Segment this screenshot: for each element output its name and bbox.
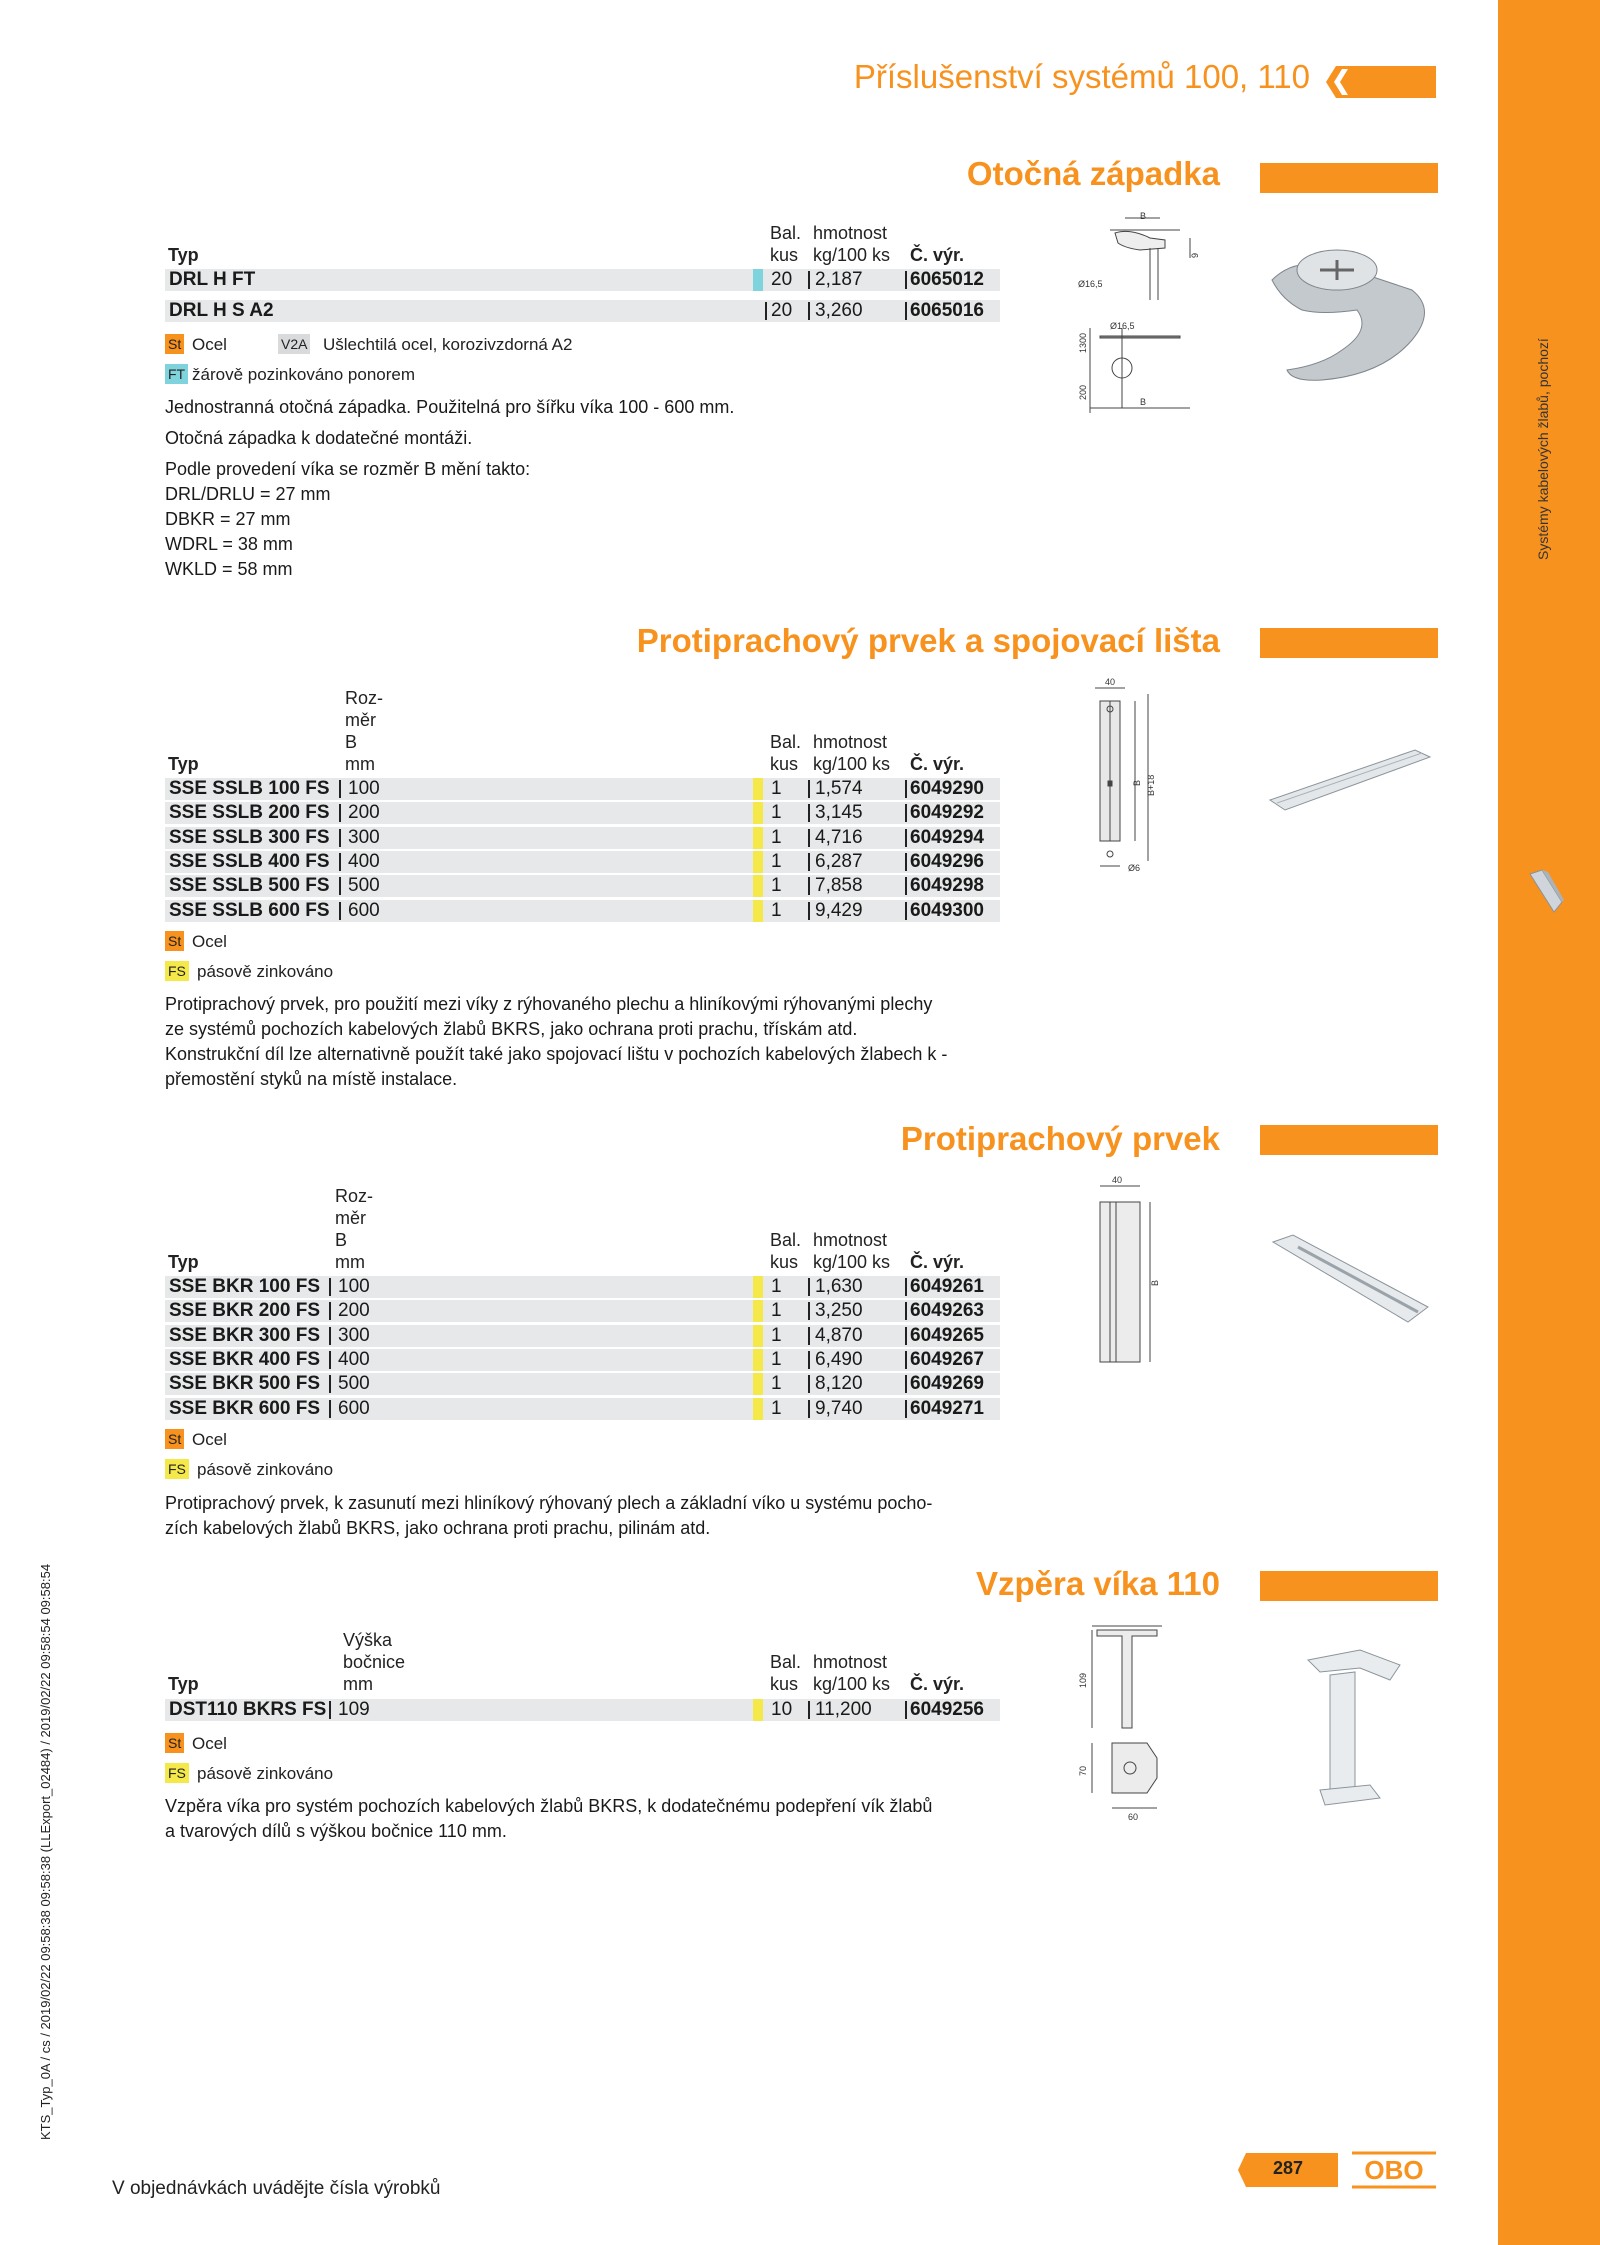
row-bal: 10 xyxy=(771,1699,793,1720)
dim-70: 70 xyxy=(1078,1765,1088,1776)
row-code: 6049298 xyxy=(910,875,984,897)
svg-text:OBO: OBO xyxy=(1364,2155,1424,2185)
row-bal: 20 xyxy=(771,269,793,290)
row-kg: 3,260 xyxy=(815,300,863,321)
row-dim: 109 xyxy=(338,1699,370,1720)
row-bal: 1 xyxy=(771,1276,782,1297)
technical-drawing-cover-support xyxy=(1072,1618,1182,1828)
row-dim: 600 xyxy=(348,899,380,921)
col-kg: hmotnost kg/100 ks xyxy=(813,1652,891,1694)
col-bal: Bal. kus xyxy=(770,223,802,265)
row-code: 6049300 xyxy=(910,899,984,921)
description: Protiprachový prvek, pro použití mezi víky z rýhovaného plechu a hliníkovými rýhovanými plechy ze systémů pochozích kabelových žlabů BKRS, jako ochrana proti prachu, třískám atd. Konstrukční díl lze alternativně použít také jako spojovací lištu v pochozích kabelových žlabech k - přemostění styků na místě instalace. xyxy=(165,994,948,1089)
section-bar xyxy=(1260,163,1438,193)
dim-d1: Ø16,5 xyxy=(1078,279,1103,289)
side-category-text: Systémy kabelových žlabů, pochozí xyxy=(1535,338,1551,560)
section-title: Vzpěra víka 110 xyxy=(975,1565,1220,1602)
col-typ: Typ xyxy=(168,754,199,774)
col-typ: Typ xyxy=(168,245,199,265)
finish-badge-fs: FS xyxy=(165,961,189,981)
dim-b18: B+18 xyxy=(1146,774,1156,796)
section-bar xyxy=(1260,1571,1438,1601)
material-badge-st: St xyxy=(165,1733,184,1753)
col-bal: Bal. kus xyxy=(770,1230,802,1272)
fs-marker xyxy=(753,851,763,873)
section-title: Protiprachový prvek xyxy=(900,1120,1220,1157)
col-typ: Typ xyxy=(168,1674,199,1694)
row-code: 6049261 xyxy=(910,1276,984,1297)
material-label: Ocel xyxy=(192,932,227,951)
table-row xyxy=(165,1349,1000,1371)
material-label: Ušlechtilá ocel, korozivzdorná A2 xyxy=(323,335,573,354)
fs-marker xyxy=(753,1349,763,1371)
row-type: SSE BKR 500 FS xyxy=(169,1373,320,1395)
row-bal: 1 xyxy=(771,850,782,872)
table-row xyxy=(165,1276,1000,1298)
section-title: Protiprachový prvek a spojovací lišta xyxy=(636,622,1220,659)
page-header-title: Příslušenství systémů 100, 110 xyxy=(853,58,1310,95)
col-bal: Bal. kus xyxy=(770,732,802,774)
row-kg: 6,287 xyxy=(815,850,863,872)
col-dim: Roz- měr B mm xyxy=(345,688,384,774)
row-type: SSE SSLB 400 FS xyxy=(169,850,330,872)
row-code: 6049263 xyxy=(910,1300,984,1322)
material-badge-st: St xyxy=(165,1429,184,1449)
row-bal: 1 xyxy=(771,1348,782,1370)
row-code: 6049290 xyxy=(910,778,984,799)
fs-marker xyxy=(753,1699,763,1721)
table-row xyxy=(165,1398,1000,1420)
finish-badge-fs: FS xyxy=(165,1459,189,1479)
row-dim: 300 xyxy=(348,826,380,848)
row-kg: 3,250 xyxy=(815,1300,863,1322)
row-bal: 1 xyxy=(771,1324,782,1346)
row-code: 6049296 xyxy=(910,850,984,872)
row-bal: 1 xyxy=(771,1397,782,1419)
col-dim: Výška bočnice mm xyxy=(343,1630,406,1694)
col-dim: Roz- měr B mm xyxy=(335,1186,374,1272)
dim-b2: B xyxy=(1140,397,1147,407)
row-type: DRL H S A2 xyxy=(169,300,274,321)
row-bal: 1 xyxy=(771,826,782,848)
col-bal: Bal. kus xyxy=(770,1652,802,1694)
product-image-latch xyxy=(1262,240,1434,390)
table-row xyxy=(165,900,1000,922)
material-badge-v2a: V2A xyxy=(278,334,310,354)
dim-b: B xyxy=(1150,1279,1160,1286)
section-title: Otočná západka xyxy=(966,155,1220,192)
row-dim: 500 xyxy=(348,875,380,897)
table-row xyxy=(165,1373,1000,1395)
description: Vzpěra víka pro systém pochozích kabelových žlabů BKRS, k dodatečnému podepření vík žlabů a tvarových dílů s výškou bočnice 110 mm. xyxy=(165,1796,933,1841)
material-badge-st: St xyxy=(165,931,184,951)
dim-40: 40 xyxy=(1105,677,1116,687)
fs-marker xyxy=(753,1300,763,1322)
row-code: 6049271 xyxy=(910,1397,984,1419)
row-type: SSE SSLB 600 FS xyxy=(169,899,330,921)
table-row xyxy=(165,1300,1000,1322)
row-bal: 1 xyxy=(771,875,782,897)
description: Jednostranná otočná západka. Použitelná pro šířku víka 100 - 600 mm. Otočná západka k dodatečné montáži. Podle provedení víka se rozměr B mění takto: DRL/DRLU = 27 mm DBKR = 27 mm WDRL = 38 mm WKLD = 58 mm xyxy=(165,397,735,579)
row-code: 6049256 xyxy=(910,1699,984,1720)
row-type: SSE BKR 300 FS xyxy=(169,1324,320,1346)
row-dim: 500 xyxy=(338,1373,370,1395)
row-type: SSE SSLB 300 FS xyxy=(169,826,330,848)
finish-label: žárově pozinkováno ponorem xyxy=(192,365,416,384)
row-dim: 200 xyxy=(348,802,380,824)
row-type: SSE BKR 100 FS xyxy=(169,1276,320,1297)
description: Protiprachový prvek, k zasunutí mezi hliníkový rýhovaný plech a základní víko u systému pocho- zích kabelových žlabů BKRS, jako ochrana proti prachu, pilinám atd. xyxy=(165,1493,933,1538)
col-typ: Typ xyxy=(168,1252,199,1272)
product-image-dust-strip xyxy=(1265,745,1435,820)
section-bar xyxy=(1260,1125,1438,1155)
row-code: 6049267 xyxy=(910,1348,984,1370)
table-row xyxy=(165,1699,1000,1721)
col-kg: hmotnost kg/100 ks xyxy=(813,732,891,774)
row-dim: 200 xyxy=(338,1300,370,1322)
row-type: SSE SSLB 200 FS xyxy=(169,802,330,824)
row-kg: 2,187 xyxy=(815,269,863,290)
dim-b: B xyxy=(1132,779,1142,786)
table-row xyxy=(165,300,1000,322)
fs-marker xyxy=(753,778,763,800)
row-code: 6049294 xyxy=(910,826,984,848)
row-dim: 600 xyxy=(338,1397,370,1419)
technical-drawing-dust-element xyxy=(1090,1174,1170,1384)
fs-marker xyxy=(753,875,763,897)
dim-9: 9 xyxy=(1190,252,1200,258)
footer-note: V objednávkách uvádějte čísla výrobků xyxy=(112,2178,441,2199)
row-code: 6065016 xyxy=(910,300,984,321)
dim-d2: Ø16,5 xyxy=(1110,321,1135,331)
material-label: Ocel xyxy=(192,1734,227,1753)
product-image-dust-element xyxy=(1268,1232,1433,1332)
material-badge-st: St xyxy=(165,334,184,354)
table-row xyxy=(165,827,1000,849)
row-kg: 4,716 xyxy=(815,826,863,848)
section-bar xyxy=(1260,628,1438,658)
row-kg: 11,200 xyxy=(815,1699,872,1720)
dim-d6: Ø6 xyxy=(1128,863,1141,873)
cable-tray-icon xyxy=(1528,868,1564,916)
table-row xyxy=(165,1325,1000,1347)
row-kg: 4,870 xyxy=(815,1324,863,1346)
row-kg: 3,145 xyxy=(815,802,863,824)
fs-marker xyxy=(753,1398,763,1420)
col-kg: hmotnost kg/100 ks xyxy=(813,223,891,265)
fs-marker xyxy=(753,827,763,849)
row-kg: 8,120 xyxy=(815,1373,863,1395)
row-type: SSE BKR 200 FS xyxy=(169,1300,320,1322)
table-row xyxy=(165,778,1000,800)
obo-logo xyxy=(1350,2150,1438,2190)
row-bal: 1 xyxy=(771,778,782,799)
material-label: Ocel xyxy=(192,335,227,354)
row-dim: 100 xyxy=(348,778,380,799)
col-cv: Č. výr. xyxy=(910,1674,965,1694)
col-kg: hmotnost kg/100 ks xyxy=(813,1230,891,1272)
row-kg: 6,490 xyxy=(815,1348,863,1370)
a2-marker xyxy=(753,300,763,322)
table-row xyxy=(165,851,1000,873)
technical-drawing-latch xyxy=(1070,208,1220,418)
row-type: SSE BKR 400 FS xyxy=(169,1348,320,1370)
row-kg: 1,574 xyxy=(815,778,863,799)
col-cv: Č. výr. xyxy=(910,245,965,265)
row-dim: 400 xyxy=(338,1348,370,1370)
dim-b: B xyxy=(1140,211,1147,221)
row-kg: 7,858 xyxy=(815,875,863,897)
row-code: 6049292 xyxy=(910,802,984,824)
header-flag xyxy=(1326,66,1436,98)
finish-badge-ft: FT xyxy=(165,364,188,384)
row-kg: 9,429 xyxy=(815,899,863,921)
row-type: DST110 BKRS FS xyxy=(169,1699,327,1720)
row-type: SSE SSLB 500 FS xyxy=(169,875,330,897)
print-meta: KTS_Typ_0A / cs / 2019/02/22 09:58:38 09:58:38 (LLExport_02484) / 2019/02/22 09:58:54 09:58:54 xyxy=(38,1563,53,2140)
table-row xyxy=(165,802,1000,824)
row-code: 6049269 xyxy=(910,1373,984,1395)
page-number: 287 xyxy=(1272,2158,1304,2178)
row-bal: 1 xyxy=(771,802,782,824)
dim-1300: 1300 xyxy=(1078,332,1088,353)
row-bal: 20 xyxy=(771,300,793,321)
dim-40: 40 xyxy=(1112,1175,1123,1185)
fs-marker xyxy=(753,1325,763,1347)
row-dim: 400 xyxy=(348,850,380,872)
product-image-cover-support xyxy=(1300,1640,1410,1810)
fs-marker xyxy=(753,802,763,824)
row-bal: 1 xyxy=(771,1300,782,1322)
dim-200: 200 xyxy=(1078,384,1088,400)
row-bal: 1 xyxy=(771,1373,782,1395)
fs-marker xyxy=(753,1276,763,1298)
finish-label: pásově zinkováno xyxy=(197,1764,334,1783)
table-row xyxy=(165,269,1000,291)
row-type: DRL H FT xyxy=(169,269,256,290)
fs-marker xyxy=(753,1373,763,1395)
row-dim: 100 xyxy=(338,1276,370,1297)
fs-marker xyxy=(753,900,763,922)
row-type: SSE SSLB 100 FS xyxy=(169,778,330,799)
finish-label: pásově zinkováno xyxy=(197,962,334,981)
material-label: Ocel xyxy=(192,1430,227,1449)
technical-drawing-dust-strip xyxy=(1080,676,1190,886)
dim-60: 60 xyxy=(1128,1812,1139,1822)
row-code: 6049265 xyxy=(910,1324,984,1346)
table-row xyxy=(165,875,1000,897)
row-type: SSE BKR 600 FS xyxy=(169,1397,320,1419)
row-dim: 300 xyxy=(338,1324,370,1346)
col-cv: Č. výr. xyxy=(910,754,965,774)
finish-badge-fs: FS xyxy=(165,1763,189,1783)
row-code: 6065012 xyxy=(910,269,984,290)
dim-109: 109 xyxy=(1078,1672,1088,1688)
ft-marker xyxy=(753,269,763,291)
finish-label: pásově zinkováno xyxy=(197,1460,334,1479)
row-kg: 9,740 xyxy=(815,1397,863,1419)
row-kg: 1,630 xyxy=(815,1276,863,1297)
col-cv: Č. výr. xyxy=(910,1252,965,1272)
row-bal: 1 xyxy=(771,899,782,921)
